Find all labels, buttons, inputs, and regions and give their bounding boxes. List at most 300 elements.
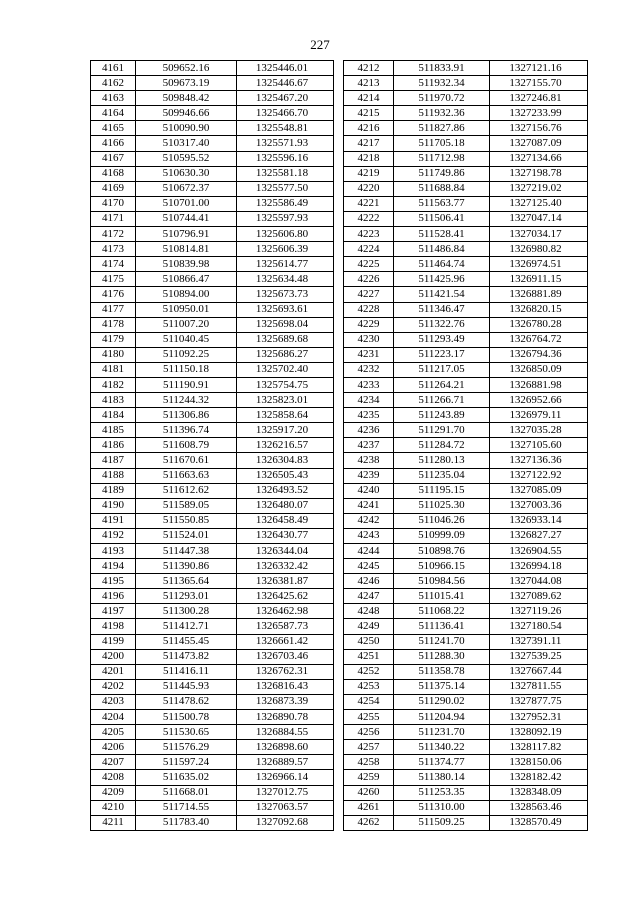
x-coordinate-cell: 511231.70 [394, 725, 490, 740]
y-coordinate-cell: 1326762.31 [237, 664, 334, 679]
x-coordinate-cell: 511092.25 [136, 347, 237, 362]
x-coordinate-cell: 510950.01 [136, 302, 237, 317]
y-coordinate-cell: 1326780.28 [490, 317, 588, 332]
point-number-cell: 4168 [91, 166, 136, 181]
y-coordinate-cell: 1325586.49 [237, 196, 334, 211]
point-number-cell: 4219 [344, 166, 394, 181]
point-number-cell: 4161 [91, 61, 136, 76]
point-number-cell: 4172 [91, 227, 136, 242]
table-row [344, 453, 588, 468]
point-number-cell: 4171 [91, 211, 136, 226]
x-coordinate-cell: 511190.91 [136, 377, 237, 392]
table-row [344, 740, 588, 755]
y-coordinate-cell: 1325917.20 [237, 423, 334, 438]
y-coordinate-cell: 1326764.72 [490, 332, 588, 347]
table-row [91, 302, 334, 317]
point-number-cell: 4203 [91, 694, 136, 709]
table-row [91, 106, 334, 121]
table-row [344, 800, 588, 815]
x-coordinate-cell: 511025.30 [394, 498, 490, 513]
y-coordinate-cell: 1325702.40 [237, 362, 334, 377]
x-coordinate-cell: 511380.14 [394, 770, 490, 785]
x-coordinate-cell: 511576.29 [136, 740, 237, 755]
x-coordinate-cell: 511288.30 [394, 649, 490, 664]
y-coordinate-cell: 1327012.75 [237, 785, 334, 800]
x-coordinate-cell: 511365.64 [136, 574, 237, 589]
x-coordinate-cell: 511280.13 [394, 453, 490, 468]
y-coordinate-cell: 1327155.70 [490, 76, 588, 91]
y-coordinate-cell: 1327134.66 [490, 151, 588, 166]
y-coordinate-cell: 1327125.40 [490, 196, 588, 211]
point-number-cell: 4249 [344, 619, 394, 634]
point-number-cell: 4183 [91, 393, 136, 408]
x-coordinate-cell: 511749.86 [394, 166, 490, 181]
point-number-cell: 4216 [344, 121, 394, 136]
point-number-cell: 4190 [91, 498, 136, 513]
table-row [91, 619, 334, 634]
table-row [91, 770, 334, 785]
table-row [344, 181, 588, 196]
table-row [344, 755, 588, 770]
y-coordinate-cell: 1327121.16 [490, 61, 588, 76]
x-coordinate-cell: 510090.90 [136, 121, 237, 136]
y-coordinate-cell: 1327136.36 [490, 453, 588, 468]
y-coordinate-cell: 1327087.09 [490, 136, 588, 151]
x-coordinate-cell: 510317.40 [136, 136, 237, 151]
x-coordinate-cell: 511284.72 [394, 438, 490, 453]
x-coordinate-cell: 511046.26 [394, 513, 490, 528]
y-coordinate-cell: 1326820.15 [490, 302, 588, 317]
table-row [91, 544, 334, 559]
y-coordinate-cell: 1326794.36 [490, 347, 588, 362]
table-row [344, 196, 588, 211]
y-coordinate-cell: 1326873.39 [237, 694, 334, 709]
x-coordinate-cell: 511932.34 [394, 76, 490, 91]
table-row [91, 559, 334, 574]
point-number-cell: 4227 [344, 287, 394, 302]
table-row [91, 815, 334, 830]
table-row [344, 257, 588, 272]
point-number-cell: 4178 [91, 317, 136, 332]
x-coordinate-cell: 511290.02 [394, 694, 490, 709]
y-coordinate-cell: 1326980.82 [490, 242, 588, 257]
table-row [344, 679, 588, 694]
table-row [91, 649, 334, 664]
y-coordinate-cell: 1327105.60 [490, 438, 588, 453]
table-row [91, 317, 334, 332]
x-coordinate-cell: 510744.41 [136, 211, 237, 226]
table-row [91, 453, 334, 468]
table-row [344, 166, 588, 181]
y-coordinate-cell: 1325597.93 [237, 211, 334, 226]
table-row [344, 408, 588, 423]
y-coordinate-cell: 1326381.87 [237, 574, 334, 589]
y-coordinate-cell: 1325446.01 [237, 61, 334, 76]
y-coordinate-cell: 1327122.92 [490, 468, 588, 483]
point-number-cell: 4207 [91, 755, 136, 770]
point-number-cell: 4243 [344, 528, 394, 543]
x-coordinate-cell: 509946.66 [136, 106, 237, 121]
point-number-cell: 4232 [344, 362, 394, 377]
y-coordinate-cell: 1327034.17 [490, 227, 588, 242]
point-number-cell: 4238 [344, 453, 394, 468]
point-number-cell: 4222 [344, 211, 394, 226]
y-coordinate-cell: 1326889.57 [237, 755, 334, 770]
x-coordinate-cell: 511340.22 [394, 740, 490, 755]
point-number-cell: 4245 [344, 559, 394, 574]
x-coordinate-cell: 511266.71 [394, 393, 490, 408]
table-row [91, 679, 334, 694]
y-coordinate-cell: 1326904.55 [490, 544, 588, 559]
point-number-cell: 4221 [344, 196, 394, 211]
x-coordinate-cell: 511412.71 [136, 619, 237, 634]
y-coordinate-cell: 1327811.55 [490, 679, 588, 694]
table-row [91, 136, 334, 151]
table-row [91, 287, 334, 302]
point-number-cell: 4165 [91, 121, 136, 136]
point-number-cell: 4236 [344, 423, 394, 438]
point-number-cell: 4201 [91, 664, 136, 679]
y-coordinate-cell: 1326898.60 [237, 740, 334, 755]
point-number-cell: 4244 [344, 544, 394, 559]
point-number-cell: 4217 [344, 136, 394, 151]
table-row [91, 377, 334, 392]
x-coordinate-cell: 511714.55 [136, 800, 237, 815]
y-coordinate-cell: 1325577.50 [237, 181, 334, 196]
x-coordinate-cell: 511712.98 [394, 151, 490, 166]
table-row [344, 725, 588, 740]
y-coordinate-cell: 1327063.57 [237, 800, 334, 815]
x-coordinate-cell: 511396.74 [136, 423, 237, 438]
x-coordinate-cell: 511217.05 [394, 362, 490, 377]
x-coordinate-cell: 511293.49 [394, 332, 490, 347]
table-row [91, 76, 334, 91]
x-coordinate-cell: 511390.86 [136, 559, 237, 574]
point-number-cell: 4177 [91, 302, 136, 317]
x-coordinate-cell: 510814.81 [136, 242, 237, 257]
point-number-cell: 4198 [91, 619, 136, 634]
y-coordinate-cell: 1327952.31 [490, 710, 588, 725]
table-row [91, 121, 334, 136]
x-coordinate-cell: 511015.41 [394, 589, 490, 604]
y-coordinate-cell: 1327219.02 [490, 181, 588, 196]
table-row [91, 257, 334, 272]
point-number-cell: 4241 [344, 498, 394, 513]
point-number-cell: 4255 [344, 710, 394, 725]
table-row [344, 619, 588, 634]
point-number-cell: 4212 [344, 61, 394, 76]
y-coordinate-cell: 1325571.93 [237, 136, 334, 151]
y-coordinate-cell: 1325754.75 [237, 377, 334, 392]
table-row [344, 438, 588, 453]
table-row [344, 664, 588, 679]
point-number-cell: 4230 [344, 332, 394, 347]
x-coordinate-cell: 511668.01 [136, 785, 237, 800]
x-coordinate-cell: 511447.38 [136, 544, 237, 559]
x-coordinate-cell: 511833.91 [394, 61, 490, 76]
table-row [91, 196, 334, 211]
y-coordinate-cell: 1326827.27 [490, 528, 588, 543]
table-row [344, 498, 588, 513]
table-row [91, 740, 334, 755]
x-coordinate-cell: 511500.78 [136, 710, 237, 725]
x-coordinate-cell: 510630.30 [136, 166, 237, 181]
table-row [344, 483, 588, 498]
x-coordinate-cell: 510966.15 [394, 559, 490, 574]
x-coordinate-cell: 511486.84 [394, 242, 490, 257]
x-coordinate-cell: 511244.32 [136, 393, 237, 408]
x-coordinate-cell: 511524.01 [136, 528, 237, 543]
y-coordinate-cell: 1326480.07 [237, 498, 334, 513]
point-number-cell: 4197 [91, 604, 136, 619]
point-number-cell: 4208 [91, 770, 136, 785]
y-coordinate-cell: 1326911.15 [490, 272, 588, 287]
point-number-cell: 4260 [344, 785, 394, 800]
table-row [91, 528, 334, 543]
y-coordinate-cell: 1327092.68 [237, 815, 334, 830]
x-coordinate-cell: 511827.86 [394, 121, 490, 136]
table-row [91, 61, 334, 76]
point-number-cell: 4188 [91, 468, 136, 483]
point-number-cell: 4231 [344, 347, 394, 362]
point-number-cell: 4226 [344, 272, 394, 287]
table-row [91, 589, 334, 604]
point-number-cell: 4167 [91, 151, 136, 166]
x-coordinate-cell: 511136.41 [394, 619, 490, 634]
y-coordinate-cell: 1328570.49 [490, 815, 588, 830]
point-number-cell: 4163 [91, 91, 136, 106]
table-row [344, 362, 588, 377]
x-coordinate-cell: 511235.04 [394, 468, 490, 483]
x-coordinate-cell: 511663.63 [136, 468, 237, 483]
point-number-cell: 4210 [91, 800, 136, 815]
y-coordinate-cell: 1325614.77 [237, 257, 334, 272]
table-row [91, 393, 334, 408]
y-coordinate-cell: 1325446.67 [237, 76, 334, 91]
y-coordinate-cell: 1325698.04 [237, 317, 334, 332]
point-number-cell: 4220 [344, 181, 394, 196]
point-number-cell: 4182 [91, 377, 136, 392]
y-coordinate-cell: 1325606.80 [237, 227, 334, 242]
table-row [344, 393, 588, 408]
table-row [91, 634, 334, 649]
y-coordinate-cell: 1325689.68 [237, 332, 334, 347]
x-coordinate-cell: 511241.70 [394, 634, 490, 649]
x-coordinate-cell: 511150.18 [136, 362, 237, 377]
table-row [344, 785, 588, 800]
point-number-cell: 4229 [344, 317, 394, 332]
x-coordinate-cell: 511688.84 [394, 181, 490, 196]
point-number-cell: 4225 [344, 257, 394, 272]
point-number-cell: 4192 [91, 528, 136, 543]
point-number-cell: 4256 [344, 725, 394, 740]
point-number-cell: 4262 [344, 815, 394, 830]
y-coordinate-cell: 1327198.78 [490, 166, 588, 181]
x-coordinate-cell: 510866.47 [136, 272, 237, 287]
x-coordinate-cell: 511455.45 [136, 634, 237, 649]
y-coordinate-cell: 1328182.42 [490, 770, 588, 785]
table-body-right [344, 61, 588, 831]
table-row [91, 211, 334, 226]
x-coordinate-cell: 510701.00 [136, 196, 237, 211]
point-number-cell: 4191 [91, 513, 136, 528]
x-coordinate-cell: 511478.62 [136, 694, 237, 709]
x-coordinate-cell: 511306.86 [136, 408, 237, 423]
y-coordinate-cell: 1325548.81 [237, 121, 334, 136]
table-row [344, 589, 588, 604]
y-coordinate-cell: 1326505.43 [237, 468, 334, 483]
y-coordinate-cell: 1327085.09 [490, 483, 588, 498]
table-row [91, 513, 334, 528]
x-coordinate-cell: 511705.18 [394, 136, 490, 151]
point-number-cell: 4194 [91, 559, 136, 574]
point-number-cell: 4213 [344, 76, 394, 91]
x-coordinate-cell: 511416.11 [136, 664, 237, 679]
table-row [91, 725, 334, 740]
y-coordinate-cell: 1327119.26 [490, 604, 588, 619]
x-coordinate-cell: 511068.22 [394, 604, 490, 619]
table-row [344, 287, 588, 302]
table-row [91, 785, 334, 800]
y-coordinate-cell: 1328092.19 [490, 725, 588, 740]
point-number-cell: 4234 [344, 393, 394, 408]
table-row [344, 106, 588, 121]
table-row [344, 634, 588, 649]
table-row [344, 423, 588, 438]
table-row [91, 362, 334, 377]
point-number-cell: 4218 [344, 151, 394, 166]
point-number-cell: 4237 [344, 438, 394, 453]
y-coordinate-cell: 1326881.89 [490, 287, 588, 302]
y-coordinate-cell: 1326332.42 [237, 559, 334, 574]
table-row [91, 694, 334, 709]
point-number-cell: 4209 [91, 785, 136, 800]
table-row [91, 800, 334, 815]
point-number-cell: 4248 [344, 604, 394, 619]
y-coordinate-cell: 1326994.18 [490, 559, 588, 574]
x-coordinate-cell: 511253.35 [394, 785, 490, 800]
x-coordinate-cell: 511195.15 [394, 483, 490, 498]
y-coordinate-cell: 1326430.77 [237, 528, 334, 543]
point-number-cell: 4185 [91, 423, 136, 438]
point-number-cell: 4240 [344, 483, 394, 498]
point-number-cell: 4186 [91, 438, 136, 453]
point-number-cell: 4224 [344, 242, 394, 257]
x-coordinate-cell: 511223.17 [394, 347, 490, 362]
y-coordinate-cell: 1325693.61 [237, 302, 334, 317]
y-coordinate-cell: 1326587.73 [237, 619, 334, 634]
x-coordinate-cell: 511932.36 [394, 106, 490, 121]
y-coordinate-cell: 1327003.36 [490, 498, 588, 513]
x-coordinate-cell: 511473.82 [136, 649, 237, 664]
y-coordinate-cell: 1326979.11 [490, 408, 588, 423]
x-coordinate-cell: 511310.00 [394, 800, 490, 815]
x-coordinate-cell: 511243.89 [394, 408, 490, 423]
table-row [344, 377, 588, 392]
x-coordinate-cell: 511425.96 [394, 272, 490, 287]
point-number-cell: 4252 [344, 664, 394, 679]
y-coordinate-cell: 1325858.64 [237, 408, 334, 423]
y-coordinate-cell: 1325581.18 [237, 166, 334, 181]
x-coordinate-cell: 510898.76 [394, 544, 490, 559]
table-row [344, 770, 588, 785]
table-row [344, 710, 588, 725]
point-number-cell: 4162 [91, 76, 136, 91]
point-number-cell: 4206 [91, 740, 136, 755]
point-number-cell: 4184 [91, 408, 136, 423]
y-coordinate-cell: 1326462.98 [237, 604, 334, 619]
y-coordinate-cell: 1327044.08 [490, 574, 588, 589]
point-number-cell: 4195 [91, 574, 136, 589]
y-coordinate-cell: 1326952.66 [490, 393, 588, 408]
x-coordinate-cell: 511358.78 [394, 664, 490, 679]
point-number-cell: 4246 [344, 574, 394, 589]
y-coordinate-cell: 1326966.14 [237, 770, 334, 785]
y-coordinate-cell: 1325606.39 [237, 242, 334, 257]
table-row [91, 664, 334, 679]
point-number-cell: 4174 [91, 257, 136, 272]
y-coordinate-cell: 1326890.78 [237, 710, 334, 725]
point-number-cell: 4175 [91, 272, 136, 287]
x-coordinate-cell: 511550.85 [136, 513, 237, 528]
table-body-left [91, 61, 334, 831]
y-coordinate-cell: 1326425.62 [237, 589, 334, 604]
x-coordinate-cell: 511509.25 [394, 815, 490, 830]
x-coordinate-cell: 511264.21 [394, 377, 490, 392]
x-coordinate-cell: 511204.94 [394, 710, 490, 725]
table-row [91, 91, 334, 106]
y-coordinate-cell: 1326703.46 [237, 649, 334, 664]
point-number-cell: 4173 [91, 242, 136, 257]
x-coordinate-cell: 510984.56 [394, 574, 490, 589]
y-coordinate-cell: 1327233.99 [490, 106, 588, 121]
point-number-cell: 4196 [91, 589, 136, 604]
y-coordinate-cell: 1327391.11 [490, 634, 588, 649]
table-row [344, 649, 588, 664]
point-number-cell: 4205 [91, 725, 136, 740]
table-row [344, 317, 588, 332]
x-coordinate-cell: 510672.37 [136, 181, 237, 196]
x-coordinate-cell: 511612.62 [136, 483, 237, 498]
y-coordinate-cell: 1327667.44 [490, 664, 588, 679]
table-row [344, 272, 588, 287]
point-number-cell: 4187 [91, 453, 136, 468]
x-coordinate-cell: 509848.42 [136, 91, 237, 106]
point-number-cell: 4181 [91, 362, 136, 377]
point-number-cell: 4254 [344, 694, 394, 709]
y-coordinate-cell: 1327539.25 [490, 649, 588, 664]
table-row [91, 423, 334, 438]
x-coordinate-cell: 511291.70 [394, 423, 490, 438]
table-row [344, 694, 588, 709]
table-row [344, 574, 588, 589]
x-coordinate-cell: 511528.41 [394, 227, 490, 242]
point-number-cell: 4215 [344, 106, 394, 121]
x-coordinate-cell: 511506.41 [394, 211, 490, 226]
x-coordinate-cell: 511530.65 [136, 725, 237, 740]
x-coordinate-cell: 511563.77 [394, 196, 490, 211]
table-row [344, 559, 588, 574]
x-coordinate-cell: 511375.14 [394, 679, 490, 694]
point-number-cell: 4258 [344, 755, 394, 770]
y-coordinate-cell: 1327089.62 [490, 589, 588, 604]
point-number-cell: 4261 [344, 800, 394, 815]
x-coordinate-cell: 510999.09 [394, 528, 490, 543]
y-coordinate-cell: 1326493.52 [237, 483, 334, 498]
table-row [91, 151, 334, 166]
x-coordinate-cell: 511346.47 [394, 302, 490, 317]
y-coordinate-cell: 1325686.27 [237, 347, 334, 362]
